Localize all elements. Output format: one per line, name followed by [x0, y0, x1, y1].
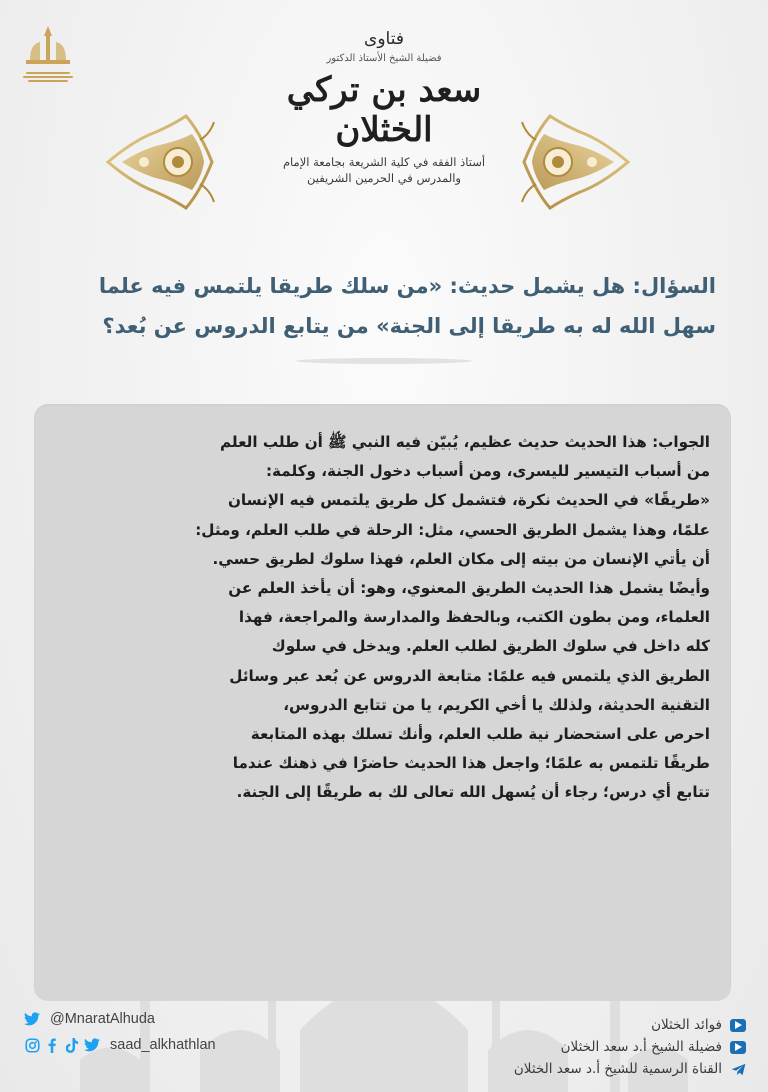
twitter-icon	[84, 1037, 100, 1053]
footer-social-left	[24, 1006, 284, 1058]
sheikh-name: سعد بن تركي الخثلان	[286, 70, 482, 150]
mosque-logo-icon	[22, 22, 74, 70]
sheikh-line: فضيلة الشيخ الأستاذ الدكتور	[326, 53, 442, 64]
answer-line: وأيضًا يشمل هذا الحديث الطريق المعنوي، وهو: أن يأخذ العلم عن	[228, 579, 710, 598]
telegram-icon	[730, 1063, 746, 1076]
answer-line: الطريق الذي يلتمس فيه علمًا: متابعة الدروس عن بُعد عبر وسائل	[229, 666, 710, 685]
channel-row[interactable]	[446, 1058, 746, 1080]
tiktok-icon	[64, 1037, 80, 1053]
channel-row[interactable]	[446, 1014, 746, 1036]
youtube-icon	[730, 1041, 746, 1054]
answer-line: احرص على استحضار نية طلب العلم، وأنك تسلك بهذه المتابعة	[250, 725, 710, 744]
facebook-icon	[44, 1037, 60, 1053]
channel-label: فوائد الخثلان	[651, 1017, 722, 1033]
answer-line: الجواب: هذا الحديث حديث عظيم، يُبيّن فيه النبي ﷺ أن طلب العلم	[219, 433, 710, 451]
logo-text-lines	[20, 72, 76, 82]
channel-row[interactable]	[446, 1036, 746, 1058]
sheikh-title-line1: أستاذ الفقه في كلية الشريعة بجامعة الإمام	[282, 155, 486, 169]
fatawa-heading: فتاوى	[364, 29, 404, 49]
twitter-handle: @MnaratAlhuda	[50, 1011, 155, 1027]
channel-label: فضيلة الشيخ أ.د سعد الخثلان	[560, 1039, 722, 1055]
answer-line: من أسباب التيسير لليسرى، ومن أسباب دخول الجنة، وكلمة:	[265, 462, 710, 481]
gold-ornament-left-icon	[104, 110, 222, 214]
youtube-icon	[730, 1019, 746, 1032]
answer-text	[70, 428, 710, 808]
answer-line: «طريقًا» في الحديث نكرة، فتشمل كل طريق يلتمس فيه الإنسان	[227, 491, 710, 510]
channel-label: القناة الرسمية للشيخ أ.د سعد الخثلان	[513, 1061, 722, 1077]
sheikh-title-line2: والمدرس في الحرمين الشريفين	[307, 171, 461, 185]
answer-line: تتابع أي درس؛ رجاء أن يُسهل الله تعالى لك به طريقًا إلى الجنة.	[236, 783, 710, 802]
mnarat-alhuda-logo	[20, 22, 76, 84]
answer-line: أن يأتي الإنسان من بيته إلى مكان العلم، فهذا سلوك لطريق حسي.	[212, 549, 710, 568]
instagram-icon	[24, 1037, 40, 1053]
question-line: السؤال: هل يشمل حديث: «من سلك طريقا يلتمس فيه علما	[98, 274, 716, 298]
answer-line: التقنية الحديثة، ولذلك يا أخي الكريم، يا من تتابع الدروس،	[283, 695, 710, 714]
answer-line: طريقًا تلتمس به علمًا؛ واجعل هذا الحديث حاضرًا في ذهنك عندما	[232, 754, 710, 773]
answer-line: العلماء، ومن بطون الكتب، وبالحفظ والمدارسة والمراجعة، فهذا	[238, 608, 710, 627]
twitter-row[interactable]	[24, 1006, 284, 1032]
answer-line: كله داخل في سلوك الطريق لطلب العلم. ويدخل في سلوك	[271, 637, 710, 656]
social-handle: saad_alkhathlan	[110, 1037, 216, 1053]
divider-icon	[294, 356, 474, 366]
question-line: سهل الله له به طريقا إلى الجنة» من يتابع الدروس عن بُعد؟	[102, 314, 716, 338]
gold-ornament-right-icon	[514, 110, 632, 214]
question-text	[40, 266, 716, 346]
twitter-icon	[24, 1011, 40, 1027]
header-calligraphy	[250, 28, 518, 186]
footer-channels-right	[446, 1014, 746, 1080]
social-row[interactable]	[24, 1032, 284, 1058]
answer-line: علمًا، وهذا يشمل الطريق الحسي، مثل: الرحلة في طلب العلم، ومثل:	[195, 520, 710, 539]
